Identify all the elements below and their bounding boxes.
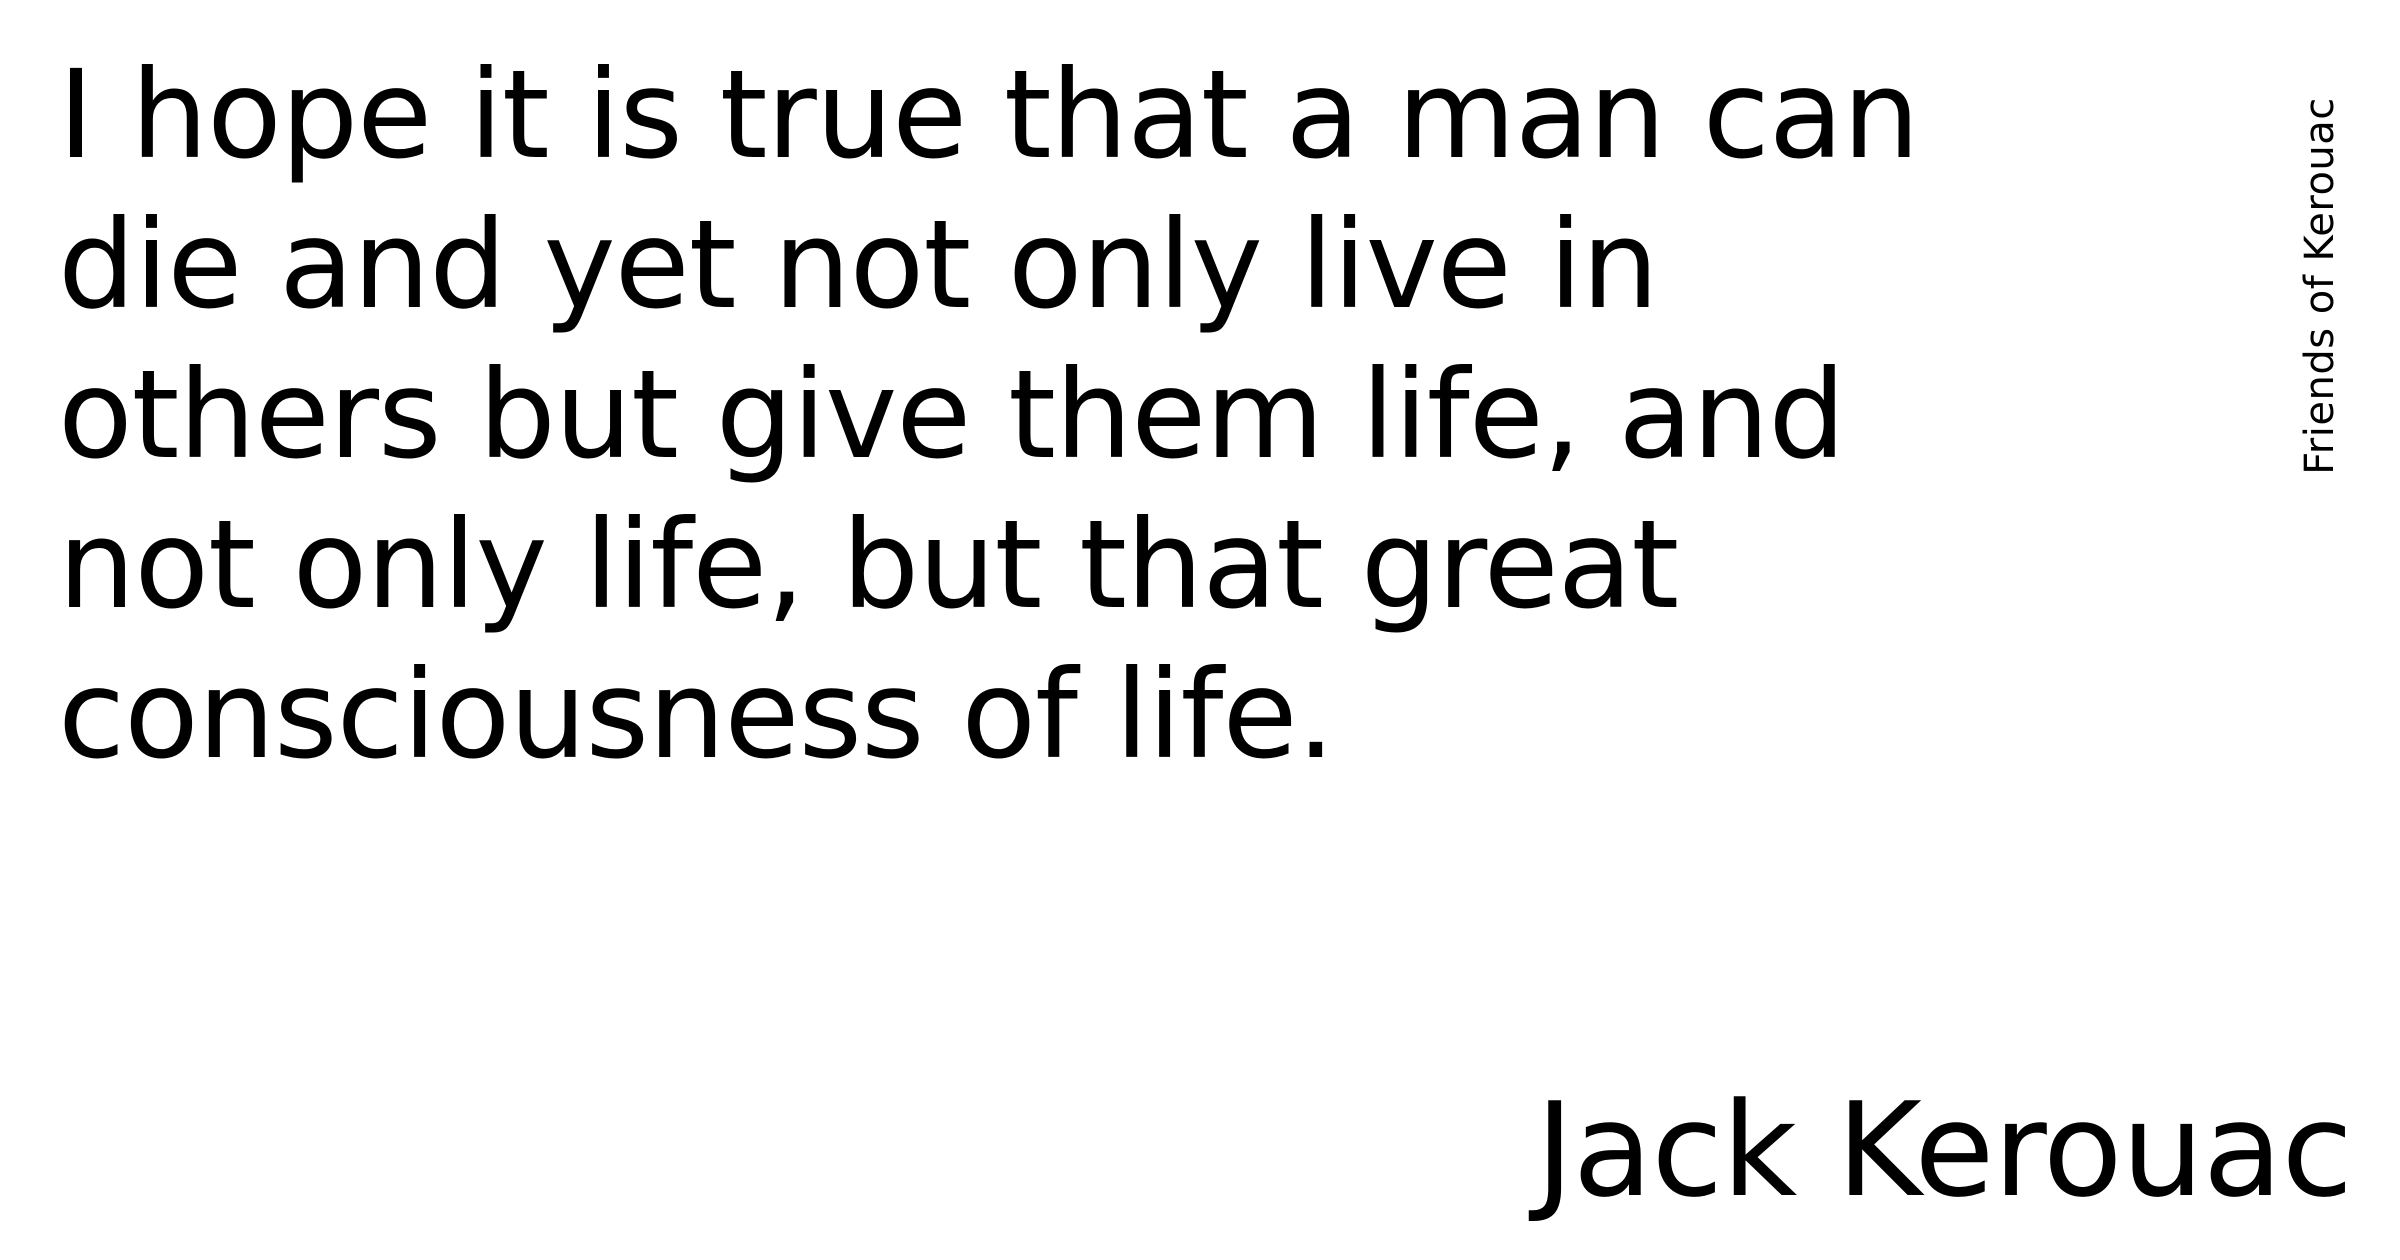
author-name: Jack Kerouac [1535,1074,2352,1226]
quote-text [58,40,2178,790]
brand-label-text: Friends of Kerouac [2297,97,2344,475]
quote-line: others but give them life, and [58,344,1845,486]
quote-line: not only life, but that great [58,494,1679,636]
brand-label [2298,76,2342,496]
quote-line: I hope it is true that a man can [58,44,1919,186]
quote-line: consciousness of life. [58,644,1335,786]
quote-line: die and yet not only live in [58,194,1658,336]
